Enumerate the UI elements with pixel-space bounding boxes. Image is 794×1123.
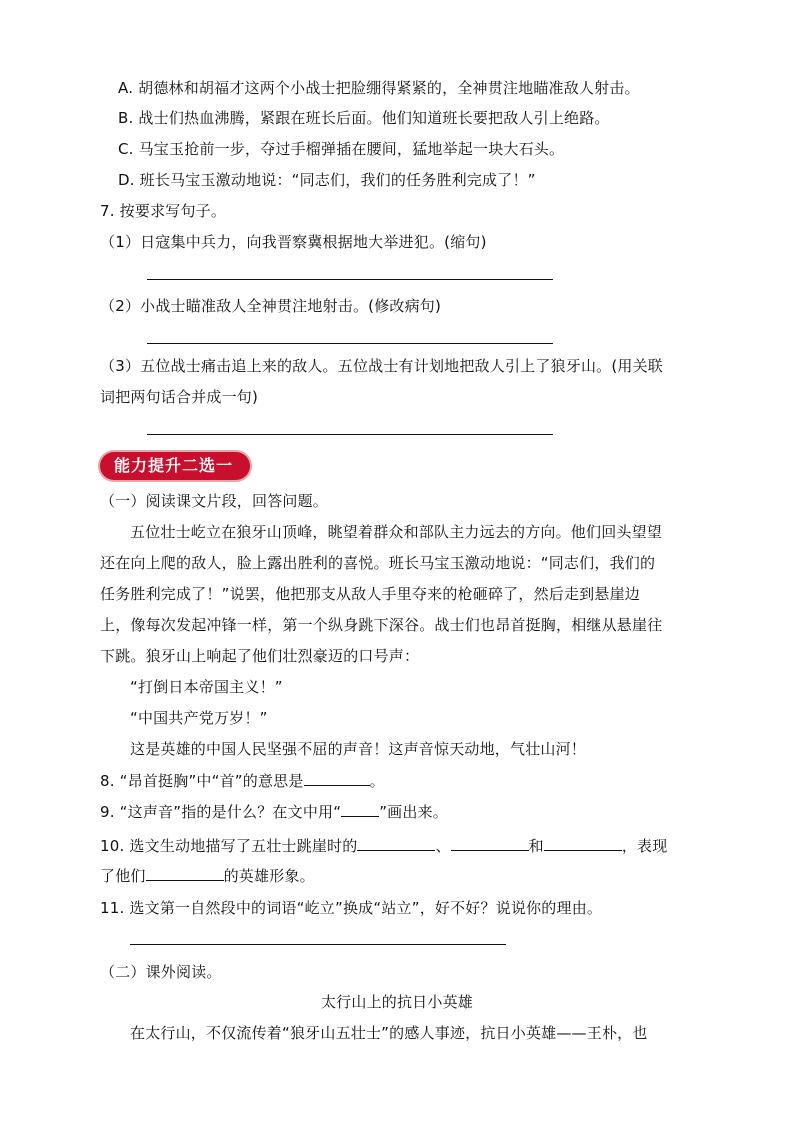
passage-line: 还在向上爬的敌人，脸上露出胜利的喜悦。班长马宝玉激动地说：“同志们，我们的 — [100, 554, 656, 572]
question-7-part-2: （2）小战士瞄准敌人全神贯注地射击。(修改病句) — [100, 297, 442, 315]
question-7-part-1: （1）日寇集中兵力，向我晋察冀根据地大举进犯。(缩句) — [100, 233, 487, 251]
answer-blank[interactable] — [304, 770, 370, 786]
passage-line: 下跳。狼牙山上响起了他们壮烈豪迈的口号声： — [100, 647, 420, 665]
answer-blank[interactable] — [146, 865, 224, 881]
passage-line: 任务胜利完成了！”说罢，他把那支从敌人手里夺来的枪砸碎了，然后走到悬崖边 — [100, 585, 640, 603]
slogan: “中国共产党万岁！” — [130, 709, 268, 727]
answer-line[interactable] — [147, 343, 553, 344]
option-c: C. 马宝玉抢前一步，夺过手榴弹插在腰间，猛地举起一块大石头。 — [118, 140, 565, 158]
passage-line: 这是英雄的中国人民坚强不屈的声音！这声音惊天动地，气壮山河！ — [130, 740, 587, 758]
question-10-sep: 和 — [528, 837, 544, 855]
question-11: 11. 选文第一自然段中的词语“屹立”换成“站立”，好不好？说说你的理由。 — [100, 899, 603, 917]
question-10 — [100, 835, 667, 856]
answer-blank[interactable] — [357, 835, 435, 851]
question-8-text: 8. “昂首挺胸”中“首”的意思是 — [100, 772, 304, 790]
passage-line: 五位壮士屹立在狼牙山顶峰，眺望着群众和部队主力远去的方向。他们回头望望 — [130, 523, 663, 541]
answer-blank[interactable] — [451, 835, 529, 851]
question-10-text: 10. 选文生动地描写了五壮士跳崖时的 — [100, 837, 358, 855]
question-10-end: ，表现 — [621, 837, 668, 855]
question-9-end: ”画出来。 — [379, 803, 448, 821]
answer-line[interactable] — [147, 279, 553, 280]
section-badge-label: 能力提升二选一 — [114, 456, 234, 475]
option-d: D. 班长马宝玉激动地说：“同志们，我们的任务胜利完成了！” — [118, 171, 536, 189]
question-8-end: 。 — [369, 772, 385, 790]
section-badge — [100, 452, 250, 480]
answer-line[interactable] — [130, 944, 506, 945]
question-10-sep: 、 — [435, 837, 451, 855]
question-8 — [100, 770, 385, 791]
question-7-part-3-cont: 词把两句话合并成一句) — [100, 388, 259, 406]
question-10-cont — [100, 865, 315, 886]
answer-blank[interactable] — [544, 835, 622, 851]
option-a: A. 胡德林和胡福才这两个小战士把脸绷得紧紧的，全神贯注地瞄准敌人射击。 — [118, 79, 640, 97]
slogan: “打倒日本帝国主义！” — [130, 678, 283, 696]
question-9-text: 9. “这声音”指的是什么？在文中用“ — [100, 803, 342, 821]
part-2-heading: （二）课外阅读。 — [100, 963, 222, 981]
answer-line[interactable] — [147, 434, 553, 435]
question-10-line2-end: 的英雄形象。 — [223, 867, 315, 885]
option-b: B. 战士们热血沸腾，紧跟在班长后面。他们知道班长要把敌人引上绝路。 — [118, 109, 610, 127]
part-1-heading: （一）阅读课文片段，回答问题。 — [100, 492, 329, 510]
question-7-title: 7. 按要求写句子。 — [100, 202, 227, 220]
article-title: 太行山上的抗日小英雄 — [320, 993, 473, 1011]
question-7-part-3: （3）五位战士痛击追上来的敌人。五位战士有计划地把敌人引上了狼牙山。(用关联 — [100, 357, 663, 375]
passage-line: 上，像每次发起冲锋一样，第一个纵身跳下深谷。战士们也昂首挺胸，相继从悬崖往 — [100, 616, 663, 634]
question-9 — [100, 801, 448, 822]
underline-sample — [341, 801, 379, 817]
passage-line: 在太行山，不仅流传着“狼牙山五壮士”的感人事迹，抗日小英雄——王朴，也 — [130, 1024, 648, 1042]
question-10-line2-text: 了他们 — [100, 867, 146, 885]
